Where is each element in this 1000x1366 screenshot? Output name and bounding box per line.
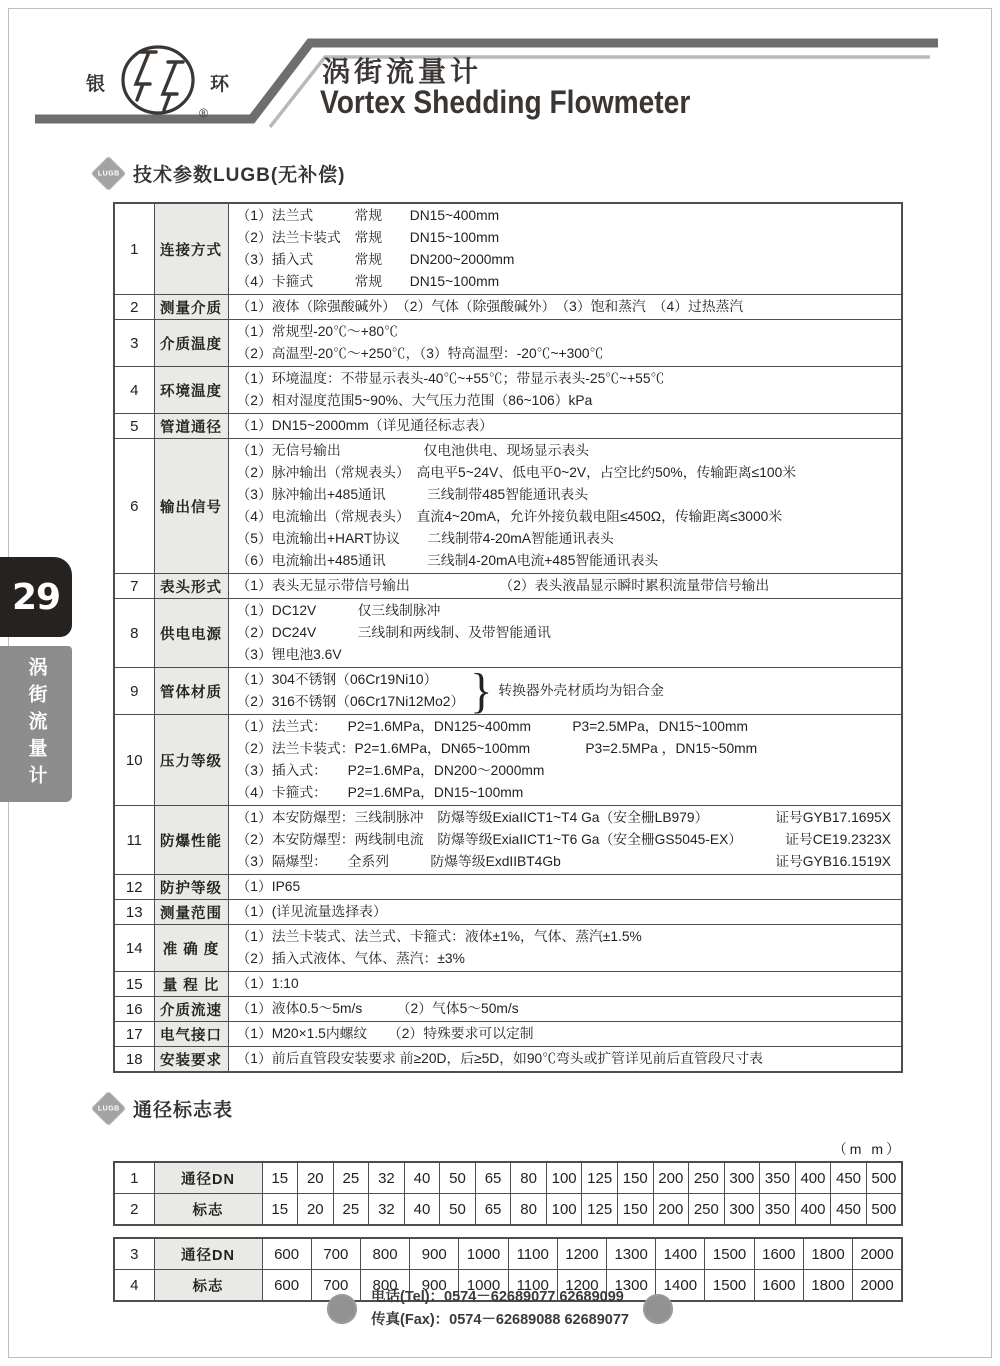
section-title-dn: 通径标志表	[133, 1099, 234, 1121]
param-row-number: 3	[114, 320, 154, 367]
content-line: （2）法兰卡装式 常规 DN15~100mm	[236, 230, 500, 245]
param-row-name: 输出信号	[154, 439, 228, 574]
dn-value-cell: 400	[795, 1162, 831, 1194]
dn-row-label: 通径DN	[154, 1162, 262, 1194]
param-row-name: 介质温度	[154, 320, 228, 367]
param-row	[114, 875, 902, 900]
main-content	[0, 156, 1000, 1302]
param-row-content	[228, 1047, 902, 1073]
content-line: （1）表头无显示带信号输出 （2）表头液晶显示瞬时累积流量带信号输出	[236, 578, 770, 593]
dn-value-cell: 2000	[853, 1270, 902, 1302]
dn-value-cell: 1500	[705, 1270, 754, 1302]
param-row-name: 准 确 度	[154, 925, 228, 972]
lugb-diamond-icon	[91, 155, 126, 190]
param-row-name: 防爆性能	[154, 806, 228, 875]
param-row-content	[228, 574, 902, 599]
dn-value-cell: 600	[262, 1270, 311, 1302]
dn-value-cell: 1200	[557, 1238, 606, 1270]
dn-value-cell: 32	[369, 1162, 405, 1194]
content-line: （3）插入式 常规 DN200~2000mm	[236, 252, 515, 267]
param-row-name: 表头形式	[154, 574, 228, 599]
param-row-number: 17	[114, 1022, 154, 1047]
dn-value-cell: 700	[311, 1270, 360, 1302]
param-row	[114, 439, 902, 574]
content-line: （3）锂电池3.6V	[236, 647, 342, 662]
dn-value-cell: 80	[511, 1194, 547, 1226]
dn-value-cell: 2000	[853, 1238, 902, 1270]
dn-value-cell: 400	[795, 1194, 831, 1226]
param-row	[114, 320, 902, 367]
content-line	[237, 829, 894, 851]
dn-value-cell: 500	[866, 1162, 902, 1194]
content-line: （3）插入式： P2=1.6MPa，DN200～2000mm	[236, 763, 545, 778]
param-row-name: 连接方式	[154, 203, 228, 295]
section-header-params	[96, 156, 1000, 190]
param-row-name: 压力等级	[154, 715, 228, 806]
param-row-content	[228, 997, 902, 1022]
param-row-name: 量 程 比	[154, 972, 228, 997]
params-table-body	[114, 203, 902, 1072]
param-row-number: 2	[114, 295, 154, 320]
param-row	[114, 1022, 902, 1047]
dn-row-number: 3	[114, 1238, 154, 1270]
param-row-number: 13	[114, 900, 154, 925]
dn-row-number: 4	[114, 1270, 154, 1302]
section-header-dn	[96, 1091, 1000, 1125]
dn-value-cell: 20	[298, 1162, 334, 1194]
param-row-content	[228, 295, 902, 320]
page-title-chinese: 涡街流量计	[322, 56, 483, 87]
dn-value-cell: 700	[311, 1238, 360, 1270]
dn-value-cell: 150	[617, 1194, 653, 1226]
certificate-number: 证号CE19.2323X	[785, 832, 891, 847]
fax-line: 传真(Fax)：0574－62689088 62689077	[371, 1312, 629, 1328]
content-line: （4）卡箍式： P2=1.6MPa，DN15~100mm	[236, 785, 524, 800]
param-row-name: 安装要求	[154, 1047, 228, 1073]
content-left: （2）本安防爆型：两线制电流 防爆等级ExiaIICT1~T6 Ga（安全栅GS5045-EX）	[236, 832, 743, 847]
param-row-name: 供电电源	[154, 599, 228, 668]
param-row-content	[228, 414, 902, 439]
page-title-english: Vortex Shedding Flowmeter	[320, 84, 691, 120]
param-row-name: 环境温度	[154, 367, 228, 414]
param-row-number: 5	[114, 414, 154, 439]
content-line: （1）IP65	[236, 879, 301, 894]
dn-value-cell: 1300	[607, 1238, 656, 1270]
param-row-content	[228, 1022, 902, 1047]
dn-value-cell: 300	[724, 1162, 760, 1194]
content-line	[237, 807, 894, 829]
material-brace-group	[236, 663, 894, 718]
content-line: （1）常规型-20℃～+80℃	[236, 324, 398, 339]
param-row-name: 测量介质	[154, 295, 228, 320]
param-row	[114, 900, 902, 925]
dn-value-cell: 50	[440, 1162, 476, 1194]
dn-value-cell: 20	[298, 1194, 334, 1226]
param-row-content	[228, 367, 902, 414]
param-row-content	[228, 900, 902, 925]
param-row	[114, 295, 902, 320]
brace-glyph: }	[470, 663, 493, 718]
param-row-number: 6	[114, 439, 154, 574]
logo-right-char: 环	[210, 73, 231, 95]
param-row-content	[228, 663, 902, 718]
dn-value-cell: 1400	[656, 1270, 705, 1302]
param-row-content	[228, 925, 902, 972]
contact-block	[371, 1286, 629, 1332]
dn-table-small	[113, 1161, 903, 1226]
dn-value-cell: 150	[617, 1162, 653, 1194]
content-line: （5）电流输出+HART协议 二线制带4-20mA智能通讯表头	[236, 531, 614, 546]
logo-ring-icon	[110, 38, 209, 126]
dn-value-cell: 65	[475, 1194, 511, 1226]
dn-value-cell: 1100	[508, 1238, 557, 1270]
dn-row-label: 标志	[154, 1270, 262, 1302]
dn-value-cell: 1300	[607, 1270, 656, 1302]
content-line: （1）无信号输出 仅电池供电、现场显示表头	[236, 443, 590, 458]
param-row-number: 9	[114, 668, 154, 715]
content-line: （1）环境温度：不带显示表头-40℃~+55℃；带显示表头-25℃~+55℃	[236, 371, 665, 386]
dn-value-cell: 25	[333, 1194, 369, 1226]
param-row-content	[228, 320, 902, 367]
param-row-name: 管体材质	[154, 668, 228, 715]
param-row-name: 防护等级	[154, 875, 228, 900]
dn-value-cell: 40	[404, 1162, 440, 1194]
content-line: （1）DC12V 仅三线制脉冲	[236, 603, 441, 618]
param-row-content	[228, 439, 902, 574]
section-title-params: 技术参数LUGB(无补偿)	[133, 164, 346, 186]
dn-value-cell: 250	[689, 1162, 725, 1194]
dn-value-cell: 1100	[508, 1270, 557, 1302]
dn-value-cell: 350	[760, 1194, 796, 1226]
dn-value-cell: 125	[582, 1194, 618, 1226]
content-line: （1）液体（除强酸碱外） （2）气体（除强酸碱外） （3）饱和蒸汽 （4）过热蒸汽	[236, 299, 744, 314]
content-line: （2）DC24V 三线制和两线制、及带智能通讯	[236, 625, 551, 640]
param-row-name: 测量范围	[154, 900, 228, 925]
content-line: （1）液体0.5～5m/s （2）气体5～50m/s	[236, 1001, 519, 1016]
param-row	[114, 972, 902, 997]
content-line: （3）脉冲输出+485通讯 三线制带485智能通讯表头	[236, 487, 589, 502]
phone-line: 电话(Tel)：0574－62689077 62689099	[371, 1289, 624, 1305]
dn-value-cell: 100	[546, 1162, 582, 1194]
content-line: （1）M20×1.5内螺纹 （2）特殊要求可以定制	[236, 1026, 534, 1041]
param-row-number: 18	[114, 1047, 154, 1073]
brace-note-text: 转换器外壳材质均为铝合金	[498, 683, 664, 698]
param-row-content	[228, 972, 902, 997]
dn-value-cell: 1600	[754, 1238, 803, 1270]
logo-left-char: 银	[86, 73, 107, 95]
dn-value-cell: 32	[369, 1194, 405, 1226]
lugb-diamond-label: LUGB	[97, 169, 120, 177]
param-row	[114, 715, 902, 806]
dn-value-cell: 125	[582, 1162, 618, 1194]
param-row-number: 7	[114, 574, 154, 599]
page-number-tab: 29	[0, 557, 72, 637]
param-row	[114, 574, 902, 599]
content-line: （2）插入式液体、气体、蒸汽：±3%	[236, 951, 465, 966]
param-row	[114, 203, 902, 295]
dn-row	[114, 1194, 902, 1226]
param-row	[114, 997, 902, 1022]
dn-value-cell: 1800	[803, 1238, 852, 1270]
content-line: （1）(详见流量选择表）	[236, 904, 387, 919]
param-row	[114, 1047, 902, 1073]
param-row-content	[228, 203, 902, 295]
content-left: （3）隔爆型： 全系列 防爆等级ExdIIBT4Gb	[236, 854, 561, 869]
dn-value-cell: 80	[511, 1162, 547, 1194]
content-line: （1）法兰卡装式、法兰式、卡箍式：液体±1%，气体、蒸汽±1.5%	[236, 929, 642, 944]
dn-value-cell: 15	[262, 1194, 298, 1226]
param-row-name: 管道通径	[154, 414, 228, 439]
footer-dot-icon	[643, 1294, 673, 1324]
content-left: （1）本安防爆型：三线制脉冲 防爆等级ExiaIICT1~T4 Ga（安全栅LB979）	[236, 810, 709, 825]
dn-value-cell: 40	[404, 1194, 440, 1226]
yinhuan-logo	[86, 36, 296, 128]
param-row-number: 15	[114, 972, 154, 997]
dn-row-number: 1	[114, 1162, 154, 1194]
content-line: （2）高温型-20℃～+250℃，（3）特高温型：-20℃~+300℃	[236, 346, 604, 361]
param-row-number: 14	[114, 925, 154, 972]
dn-value-cell: 600	[262, 1238, 311, 1270]
dn-value-cell: 450	[831, 1194, 867, 1226]
lugb-diamond-label: LUGB	[97, 1104, 120, 1112]
param-row-name: 介质流速	[154, 997, 228, 1022]
dn-value-cell: 100	[546, 1194, 582, 1226]
dn-value-cell: 1000	[459, 1238, 508, 1270]
dn-value-cell: 1500	[705, 1238, 754, 1270]
footer-contact	[0, 1286, 1000, 1332]
param-row-name: 电气接口	[154, 1022, 228, 1047]
param-row	[114, 668, 902, 715]
certificate-number: 证号GYB16.1519X	[775, 854, 891, 869]
dn-value-cell: 450	[831, 1162, 867, 1194]
content-line: （4）电流输出（常规表头） 直流4~20mA，允许外接负载电阻≤450Ω，传输距离≤3000米	[236, 509, 783, 524]
dn-value-cell: 1600	[754, 1270, 803, 1302]
param-row	[114, 367, 902, 414]
dn-value-cell: 1200	[557, 1270, 606, 1302]
param-row-content	[228, 806, 902, 875]
param-row	[114, 925, 902, 972]
param-row-number: 16	[114, 997, 154, 1022]
param-row	[114, 806, 902, 875]
content-line: （1）DN15~2000mm（详见通径标志表）	[236, 418, 493, 433]
content-line	[237, 851, 894, 873]
param-row	[114, 414, 902, 439]
params-table	[113, 202, 903, 1073]
dn-value-cell: 500	[866, 1194, 902, 1226]
content-line: （4）卡箍式 常规 DN15~100mm	[236, 274, 500, 289]
chapter-side-tab-label: 涡街流量计	[25, 656, 47, 792]
content-line: （1）304不锈钢（06Cr19Ni10）	[236, 672, 438, 687]
param-row	[114, 599, 902, 668]
dn-value-cell: 900	[410, 1238, 459, 1270]
content-line: （1）法兰式 常规 DN15~400mm	[236, 208, 500, 223]
dn-value-cell: 350	[760, 1162, 796, 1194]
dn-row-label: 标志	[154, 1194, 262, 1226]
lugb-diamond-icon	[91, 1090, 126, 1125]
dn-value-cell: 65	[475, 1162, 511, 1194]
material-lines	[237, 669, 465, 713]
dn-row-number: 2	[114, 1194, 154, 1226]
param-row-number: 12	[114, 875, 154, 900]
dn-value-cell: 1000	[459, 1270, 508, 1302]
param-row-content	[228, 875, 902, 900]
registered-mark: ®	[199, 106, 209, 120]
dn-unit-label: （m m）	[832, 1141, 903, 1157]
param-row-content	[228, 599, 902, 668]
dn-row	[114, 1162, 902, 1194]
dn-value-cell: 800	[360, 1238, 409, 1270]
content-line: （1）前后直管段安装要求 前≥20D，后≥5D，如90℃弯头或扩管详见前后直管段尺寸表	[236, 1051, 763, 1066]
param-row-content	[228, 715, 902, 806]
dn-value-cell: 1800	[803, 1270, 852, 1302]
dn-value-cell: 900	[410, 1270, 459, 1302]
dn-value-cell: 50	[440, 1194, 476, 1226]
footer-dot-icon	[327, 1294, 357, 1324]
content-line: （2）316不锈钢（06Cr17Ni12Mo2）	[236, 694, 465, 709]
param-row-number: 1	[114, 203, 154, 295]
content-line: （6）电流输出+485通讯 三线制4-20mA电流+485智能通讯表头	[236, 553, 659, 568]
param-row-number: 4	[114, 367, 154, 414]
dn-value-cell: 200	[653, 1162, 689, 1194]
certificate-number: 证号GYB17.1695X	[775, 810, 891, 825]
dn-value-cell: 25	[333, 1162, 369, 1194]
dn-value-cell: 800	[360, 1270, 409, 1302]
param-row-number: 8	[114, 599, 154, 668]
content-line: （2）相对湿度范围5~90%、大气压力范围（86~106）kPa	[236, 393, 593, 408]
dn-value-cell: 250	[689, 1194, 725, 1226]
content-line: （1）1:10	[236, 976, 299, 991]
dn-value-cell: 200	[653, 1194, 689, 1226]
dn-value-cell: 1400	[656, 1238, 705, 1270]
content-line: （2）法兰卡装式：P2=1.6MPa，DN65~100mm P3=2.5MPa ，DN15~50mm	[236, 741, 758, 756]
dn-row-label: 通径DN	[154, 1238, 262, 1270]
content-line: （1）法兰式： P2=1.6MPa，DN125~400mm P3=2.5MPa，DN15~100mm	[236, 719, 748, 734]
param-row-number: 10	[114, 715, 154, 806]
param-row-number: 11	[114, 806, 154, 875]
content-line: （2）脉冲输出（常规表头） 高电平5~24V、低电平0~2V，占空比约50%，传输距离≤100米	[236, 465, 797, 480]
dn-row	[114, 1238, 902, 1270]
dn-value-cell: 15	[262, 1162, 298, 1194]
dn-value-cell: 300	[724, 1194, 760, 1226]
